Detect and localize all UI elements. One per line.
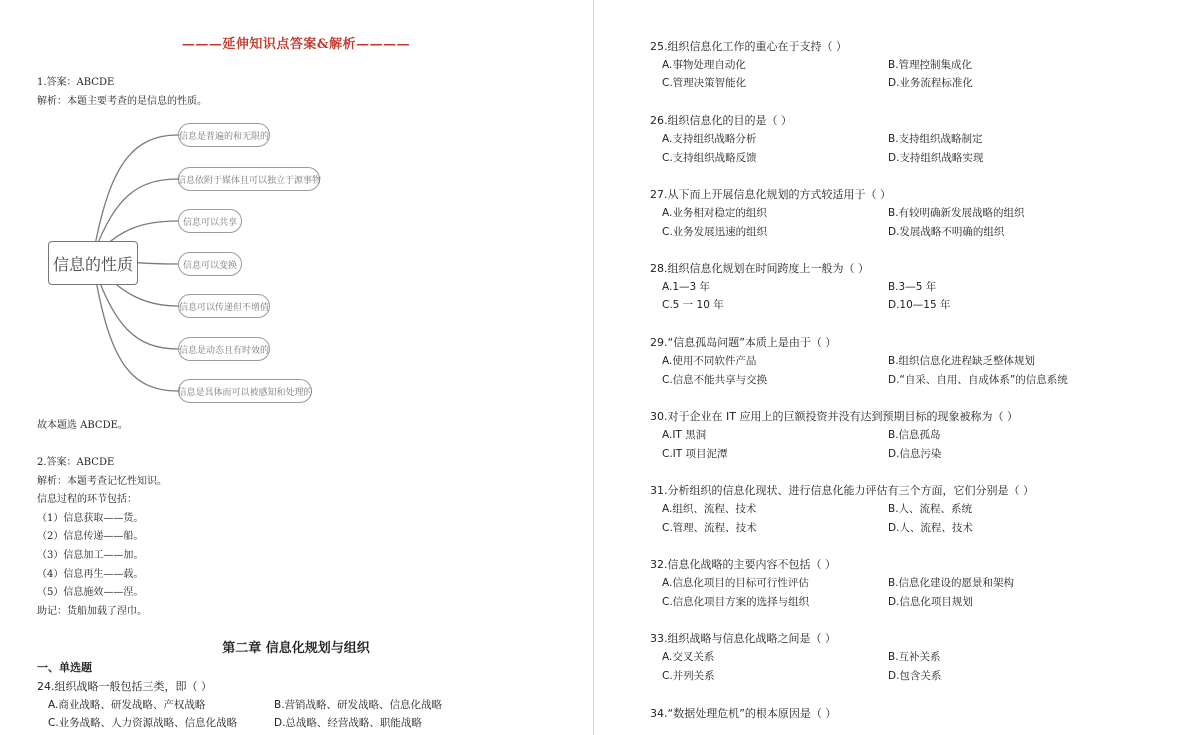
question-24-option-b: B.营销战略、研发战略、信息化战略 <box>274 699 443 711</box>
question-29-option-a: A.使用不同软件产品 <box>662 355 757 367</box>
question-30-option-c: C.IT 项目泥潭 <box>662 448 728 460</box>
mindmap-branch-1: 信息是普遍的和无限的 <box>178 123 270 147</box>
question-30-option-a: A.IT 黑洞 <box>662 429 707 441</box>
answer-2: 2.答案：ABCDE <box>37 457 115 468</box>
question-31-option-a: A.组织、流程、技术 <box>662 503 757 515</box>
mindmap-branch-4: 信息可以变换 <box>178 252 242 276</box>
question-27-option-c: C.业务发展迅速的组织 <box>662 226 768 238</box>
question-28-option-c: C.5 一 10 年 <box>662 299 724 311</box>
process-step-1: （1）信息获取——货。 <box>37 513 144 524</box>
process-step-5: （5）信息施效——涅。 <box>37 587 144 598</box>
mnemonic: 助记：货船加载了涅巾。 <box>37 606 147 617</box>
question-29-stem: 29.“信息孤岛问题”本质上是由于（ ） <box>650 336 837 349</box>
question-26-option-d: D.支持组织战略实现 <box>888 152 984 164</box>
question-25-option-d: D.业务流程标准化 <box>888 77 973 89</box>
question-33-option-a: A.交叉关系 <box>662 651 715 663</box>
question-26-option-a: A.支持组织战略分析 <box>662 133 757 145</box>
question-30-option-d: D.信息污染 <box>888 448 942 460</box>
question-29-option-b: B.组织信息化进程缺乏整体规划 <box>888 355 1036 367</box>
question-31-option-b: B.人、流程、系统 <box>888 503 973 515</box>
question-33-option-b: B.互补关系 <box>888 651 941 663</box>
analysis-2: 解析：本题考查记忆性知识。 <box>37 476 167 487</box>
process-step-2: （2）信息传递——船。 <box>37 531 144 542</box>
section-title: 一、单选题 <box>37 661 92 674</box>
question-30-option-b: B.信息孤岛 <box>888 429 941 441</box>
question-27-option-b: B.有较明确新发展战略的组织 <box>888 207 1025 219</box>
process-intro: 信息过程的环节包括： <box>37 494 137 505</box>
analysis-1: 解析：本题主要考查的是信息的性质。 <box>37 96 207 107</box>
connector-2 <box>95 179 178 250</box>
right-page <box>596 0 1183 735</box>
question-31-option-c: C.管理、流程、技术 <box>662 522 757 534</box>
question-25-option-a: A.事物处理自动化 <box>662 59 746 71</box>
question-27-stem: 27.从下而上开展信息化规划的方式较适用于（ ） <box>650 188 891 201</box>
question-25-option-b: B.管理控制集成化 <box>888 59 973 71</box>
question-25-stem: 25.组织信息化工作的重心在于支持（ ） <box>650 40 847 53</box>
question-28-option-a: A.1—3 年 <box>662 281 711 293</box>
chapter-title: 第二章 信息化规划与组织 <box>222 641 370 656</box>
question-27-option-d: D.发展战略不明确的组织 <box>888 226 1005 238</box>
mindmap-center: 信息的性质 <box>48 241 138 285</box>
question-33-option-d: D.包含关系 <box>888 670 942 682</box>
question-24-option-c: C.业务战略、人力资源战略、信息化战略 <box>48 717 238 729</box>
answers-banner: ———延伸知识点答案&解析———— <box>181 37 411 52</box>
question-29-option-d: D.“自采、自用、自成体系”的信息系统 <box>888 374 1068 386</box>
question-24-option-d: D.总战略、经营战略、职能战略 <box>274 717 422 729</box>
question-31-option-d: D.人、流程、技术 <box>888 522 973 534</box>
question-25-option-c: C.管理决策智能化 <box>662 77 747 89</box>
mindmap-branch-6: 信息是动态且有时效的 <box>178 337 270 361</box>
answer-1: 1.答案：ABCDE <box>37 77 115 88</box>
connector-7 <box>95 275 178 391</box>
question-33-stem: 33.组织战略与信息化战略之间是（ ） <box>650 632 836 645</box>
mindmap-branch-2: 信息依附于媒体且可以独立于源事物 <box>178 167 320 191</box>
question-28-stem: 28.组织信息化规划在时间跨度上一般为（ ） <box>650 262 869 275</box>
question-27-option-a: A.业务相对稳定的组织 <box>662 207 767 219</box>
process-step-4: （4）信息再生——载。 <box>37 569 144 580</box>
question-24-option-a: A.商业战略、研发战略、产权战略 <box>48 699 206 711</box>
question-26-option-b: B.支持组织战略制定 <box>888 133 983 145</box>
question-28-option-b: B.3—5 年 <box>888 281 937 293</box>
mindmap-branch-3: 信息可以共享 <box>178 209 242 233</box>
question-32-option-b: B.信息化建设的愿景和架构 <box>888 577 1015 589</box>
question-26-option-c: C.支持组织战略反馈 <box>662 152 757 164</box>
question-30-stem: 30.对于企业在 IT 应用上的巨额投资并没有达到预期目标的现象被称为（ ） <box>650 410 1018 423</box>
mindmap-branch-7: 信息是具体而可以被感知和处理的 <box>178 379 312 403</box>
question-24-stem: 24.组织战略一般包括三类，即（ ） <box>37 680 212 693</box>
question-29-option-c: C.信息不能共享与交换 <box>662 374 768 386</box>
question-32-option-c: C.信息化项目方案的选择与组织 <box>662 596 810 608</box>
page-divider <box>593 0 594 735</box>
question-32-option-a: A.信息化项目的目标可行性评估 <box>662 577 809 589</box>
question-32-option-d: D.信息化项目规划 <box>888 596 973 608</box>
question-33-option-c: C.并列关系 <box>662 670 715 682</box>
question-26-stem: 26.组织信息化的目的是（ ） <box>650 114 792 127</box>
mindmap-branch-5: 信息可以传递但不增值 <box>178 294 270 318</box>
conclusion-1: 故本题选 ABCDE。 <box>37 420 128 431</box>
question-34-stem: 34.“数据处理危机”的根本原因是（ ） <box>650 707 837 720</box>
question-32-stem: 32.信息化战略的主要内容不包括（ ） <box>650 558 836 571</box>
question-31-stem: 31.分析组织的信息化现状、进行信息化能力评估有三个方面，它们分别是（ ） <box>650 484 1034 497</box>
question-28-option-d: D.10—15 年 <box>888 299 951 311</box>
process-step-3: （3）信息加工——加。 <box>37 550 144 561</box>
